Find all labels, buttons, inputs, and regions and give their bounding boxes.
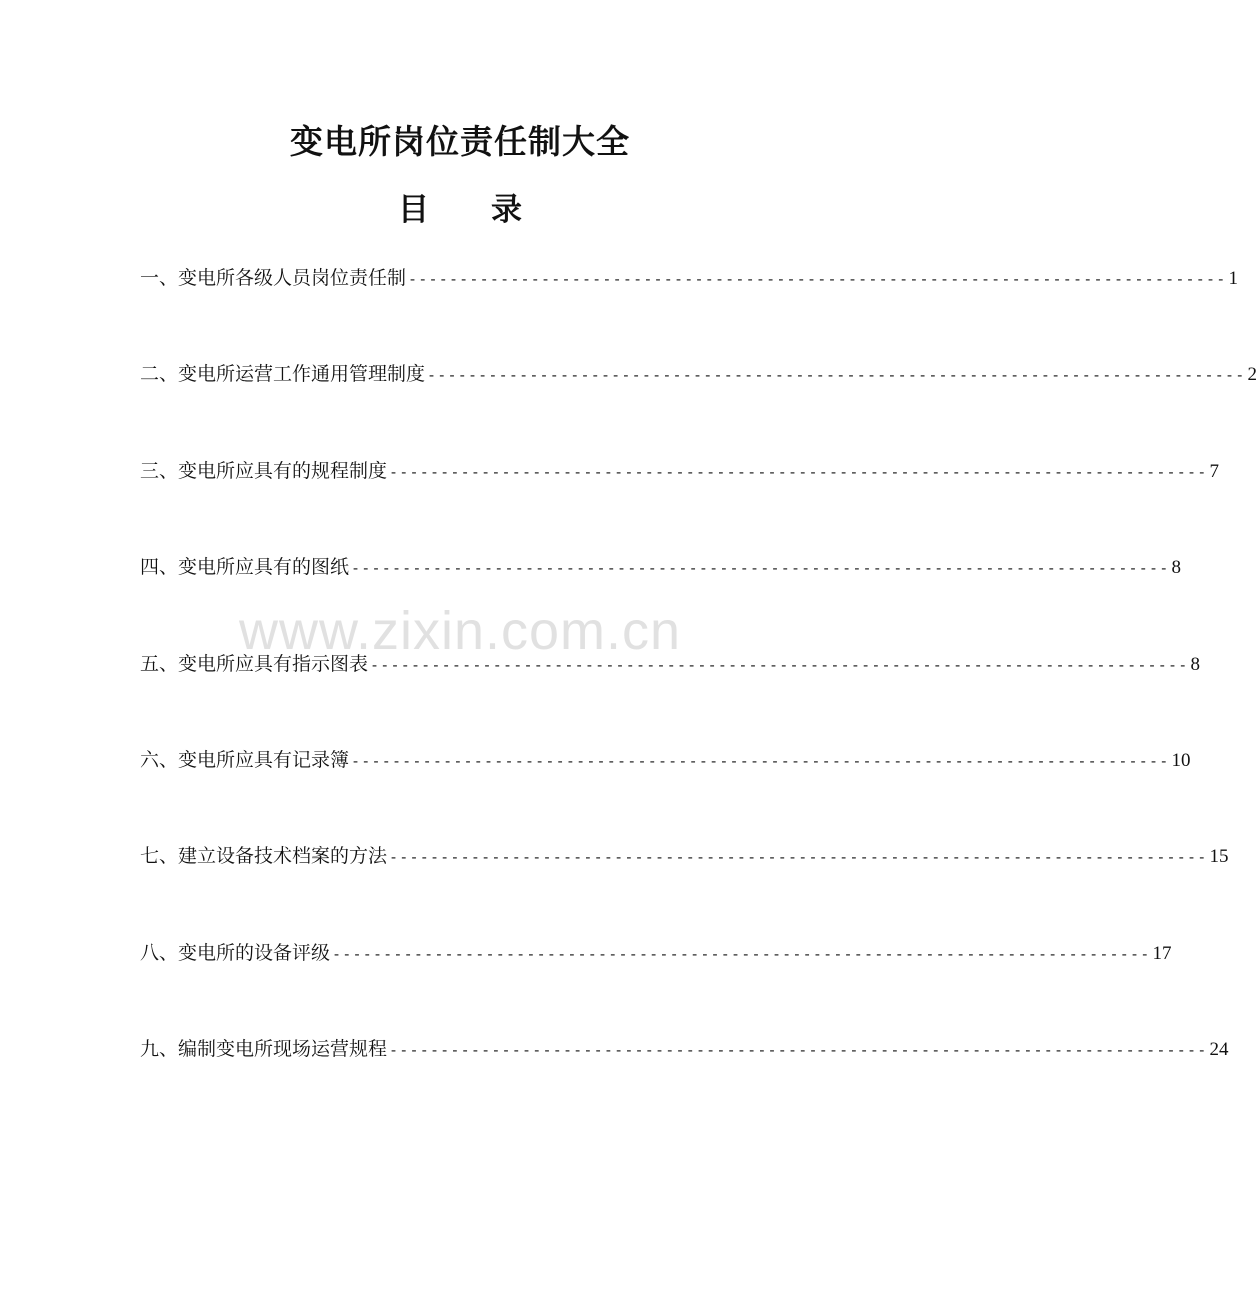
toc-entry-label: 二、变电所运营工作通用管理制度 [140,363,426,386]
toc-entry-label: 四、变电所应具有的图纸 [140,556,350,579]
toc-dot-leader: -------------------------------------------------------------------------------- [389,848,1208,867]
toc-dot-leader: -------------------------------------------------------------------------------- [408,270,1227,288]
toc-entry-page: 7 [1209,460,1219,482]
toc-entry-page: 10 [1171,749,1191,771]
toc-entry-label: 一、变电所各级人员岗位责任制 [140,267,407,289]
toc-dot-leader: -------------------------------------------------------------------------------- [370,655,1189,674]
toc-entry[interactable] [140,455,1219,551]
toc-entry-label: 八、变电所的设备评级 [140,941,331,964]
toc-dot-leader: -------------------------------------------------------------------------------- [389,1041,1208,1060]
toc-entry-page: 15 [1209,846,1229,868]
toc-entry-label: 七、建立设备技术档案的方法 [140,845,388,868]
toc-dot-leader: -------------------------------------------------------------------------------- [351,559,1170,578]
toc-dot-leader: -------------------------------------------------------------------------------- [427,366,1246,385]
toc-entry-page: 1 [1228,268,1238,289]
toc-entry-page: 8 [1190,653,1200,675]
toc-heading: 目 录 [398,192,522,228]
toc-entry-label: 五、变电所应具有指示图表 [140,652,369,675]
toc-entry[interactable] [140,262,1238,358]
toc-entry[interactable] [140,551,1181,647]
toc-entry[interactable] [140,937,1172,1033]
document-title: 变电所岗位责任制大全 [290,122,630,161]
toc-entry[interactable] [140,358,1257,454]
toc-dot-leader: -------------------------------------------------------------------------------- [332,944,1151,963]
toc-entry-label: 六、变电所应具有记录簿 [140,748,350,771]
toc-entry[interactable] [140,648,1200,744]
toc-entry[interactable] [140,840,1229,936]
toc-entry[interactable] [140,1033,1229,1129]
toc-entry-label: 九、编制变电所现场运营规程 [140,1038,388,1061]
table-of-contents [140,262,1257,1130]
toc-entry-page: 24 [1209,1039,1229,1061]
watermark: www.zixin.com.cn [238,601,682,661]
toc-dot-leader: -------------------------------------------------------------------------------- [389,462,1208,481]
toc-dot-leader: -------------------------------------------------------------------------------- [351,751,1170,770]
toc-entry-page: 2 [1247,364,1257,386]
toc-entry[interactable] [140,744,1191,840]
toc-entry-page: 17 [1152,942,1172,964]
toc-entry-page: 8 [1171,557,1181,579]
toc-entry-label: 三、变电所应具有的规程制度 [140,459,388,482]
